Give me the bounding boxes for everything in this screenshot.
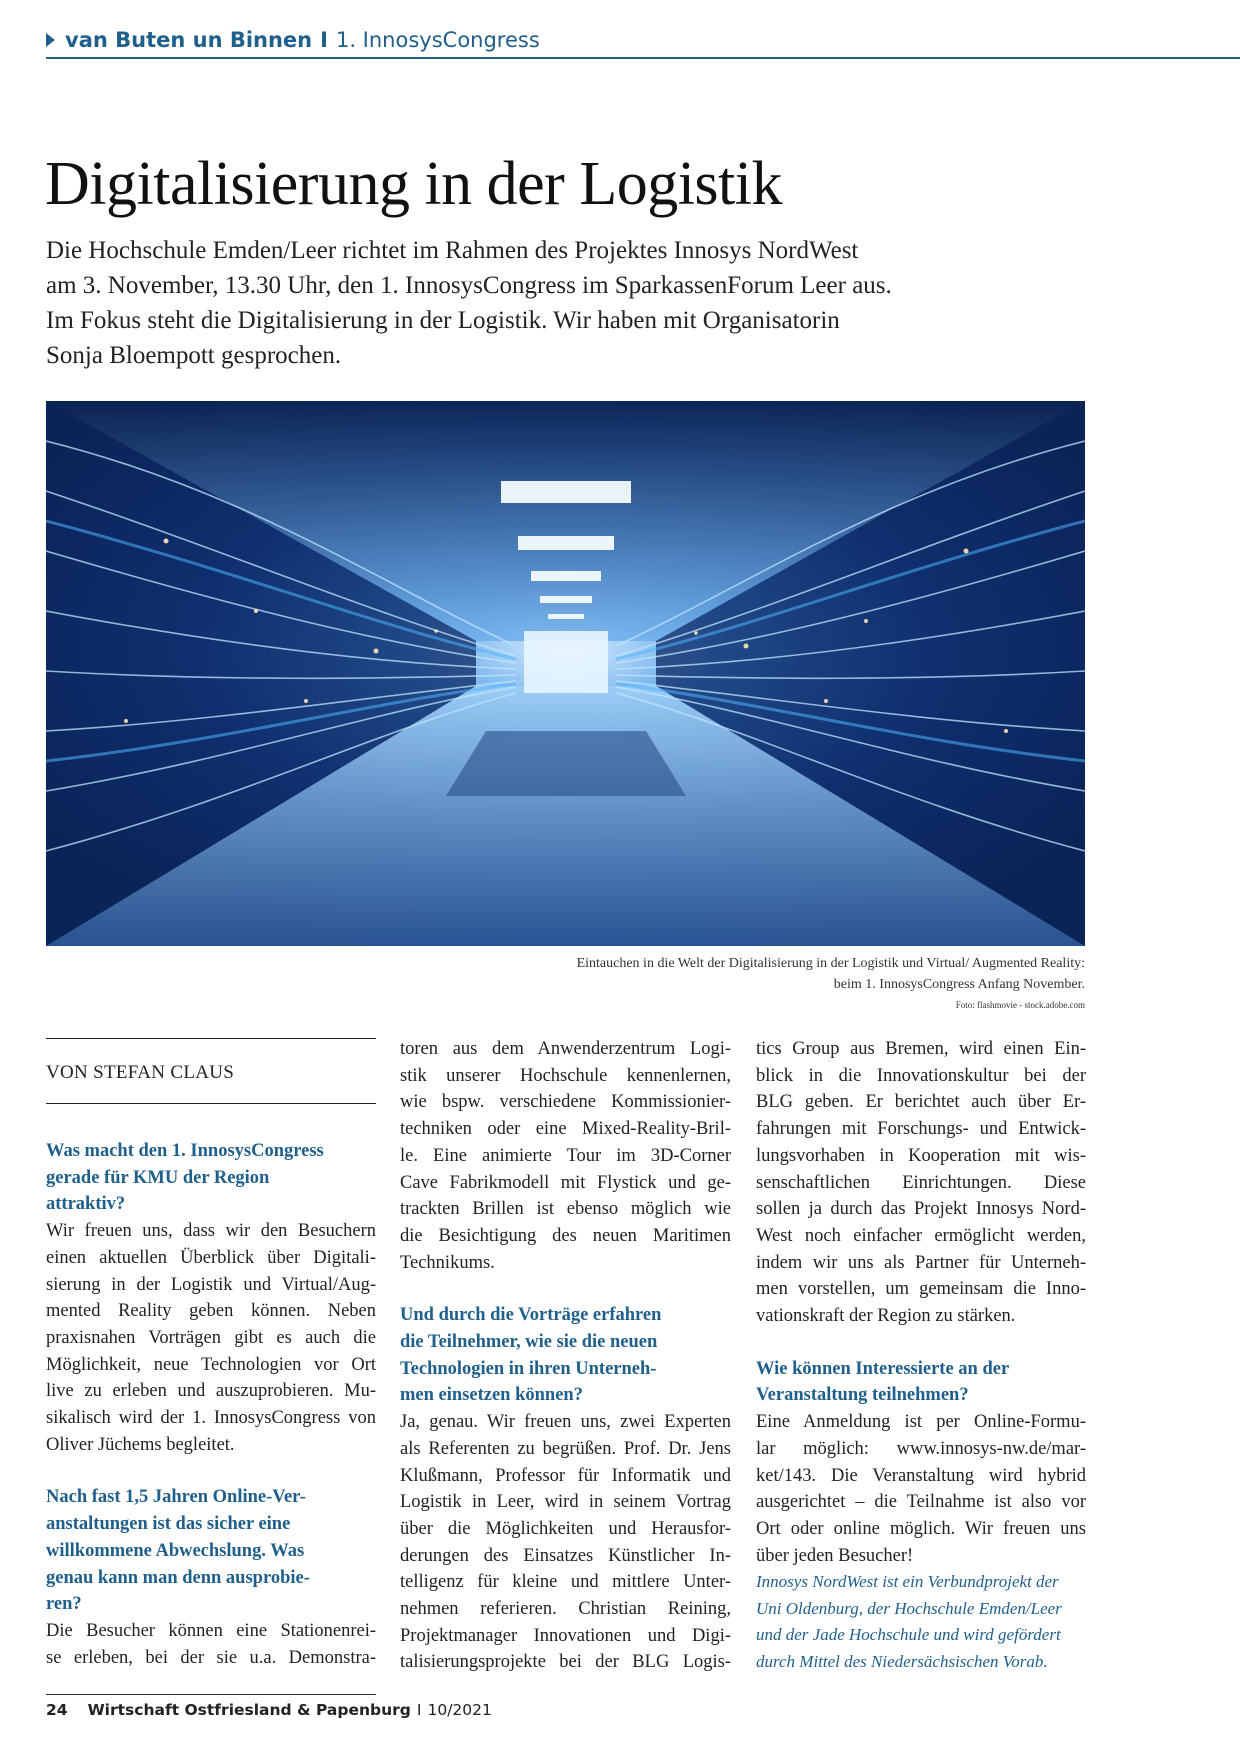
text-line: ket/143. Die Veranstaltung wird hybrid xyxy=(756,1465,1086,1486)
text-line: indem wir uns als Partner für Unterneh- xyxy=(756,1252,1086,1273)
subsection-name: 1. InnosysCongress xyxy=(335,28,540,52)
question-line: Veranstaltung teilnehmen? xyxy=(756,1385,969,1406)
text-line: Projektmanager Innovationen und Digi- xyxy=(400,1625,731,1646)
text-line: West noch einfacher ermöglicht werden, xyxy=(756,1225,1086,1246)
text-line: Eine Anmeldung ist per Online-Formu- xyxy=(756,1412,1086,1433)
question-line: men einsetzen können? xyxy=(400,1385,583,1406)
text-line: nehmen referieren. Christian Reining, xyxy=(400,1599,731,1620)
text-line: sierung in der Logistik und Virtual/Aug- xyxy=(46,1274,376,1295)
answer-paragraph xyxy=(400,1409,731,1676)
text-line: fahrungen mit Forschungs- und Entwick- xyxy=(756,1119,1086,1140)
text-line: Wir freuen uns, dass wir den Besuchern xyxy=(46,1221,376,1242)
question-line: Nach fast 1,5 Jahren Online-Ver- xyxy=(46,1487,306,1508)
text-line: als Referenten zu begrüßen. Prof. Dr. Jens xyxy=(400,1438,731,1459)
text-line: live zu erleben und auszuprobieren. Mu- xyxy=(46,1381,376,1402)
note-line: und der Jade Hochschule und wird gefördert xyxy=(756,1625,1061,1645)
page-number: 24 xyxy=(46,1701,68,1719)
spacer xyxy=(46,1458,376,1484)
text-line: talisierungsprojekte bei der BLG Logis- xyxy=(400,1652,731,1673)
answer-paragraph xyxy=(46,1618,376,1671)
header-rule xyxy=(46,57,1240,59)
publication-name: Wirtschaft Ostfriesland & Papenburg xyxy=(87,1701,411,1719)
answer-paragraph xyxy=(400,1036,731,1276)
text-line: sikalisch wird der 1. InnosysCongress von xyxy=(46,1408,376,1429)
question-line: die Teilnehmer, wie sie die neuen xyxy=(400,1332,658,1353)
rubric-separator: I xyxy=(320,28,328,52)
text-line: lungsvorhaben in Kooperation mit wis- xyxy=(756,1145,1086,1166)
answer-paragraph xyxy=(756,1409,1086,1569)
caption-line: Eintauchen in die Welt der Digitalisierung in der Logistik und Virtual/ Augmented Reality: xyxy=(576,956,1085,971)
note-line: durch Mittel des Niedersächsischen Vorab. xyxy=(756,1651,1048,1671)
text-line: wie bspw. verschiedene Kommissionier- xyxy=(400,1092,731,1113)
question-line: gerade für KMU der Region xyxy=(46,1167,270,1188)
text-line: telligenz für kleine und mittlere Unter- xyxy=(400,1572,731,1593)
text-line: Klußmann, Professor für Informatik und xyxy=(400,1465,731,1486)
photo-credit: Foto: flashmovie - stock.adobe.com xyxy=(955,1000,1085,1010)
text-line: tics Group aus Bremen, wird einen Ein- xyxy=(756,1039,1086,1059)
server-corridor-illustration xyxy=(46,401,1085,946)
text-line: se erleben, bei der sie u.a. Demonstra- xyxy=(46,1647,376,1668)
note-line: Innosys NordWest ist ein Verbundprojekt der xyxy=(756,1572,1059,1592)
text-line: toren aus dem Anwenderzentrum Logi- xyxy=(400,1039,731,1059)
text-line: mented Reality geben können. Neben xyxy=(46,1301,376,1322)
article-column-3 xyxy=(756,1036,1086,1675)
text-line: über die Möglichkeiten und Herausfor- xyxy=(400,1518,731,1539)
byline-top-rule xyxy=(46,1038,376,1039)
triangle-right-icon xyxy=(46,33,55,47)
question-line: willkommene Abwechslung. Was xyxy=(46,1540,305,1561)
article-lead xyxy=(46,233,1086,373)
answer-paragraph xyxy=(756,1036,1086,1330)
text-line: sollen ja durch das Projekt Innosys Nord- xyxy=(756,1199,1086,1220)
article-column-2 xyxy=(400,1036,731,1676)
article-column-1 xyxy=(46,1138,376,1671)
question-line: Was macht den 1. InnosysCongress xyxy=(46,1141,324,1161)
note-line: Uni Oldenburg, der Hochschule Emden/Leer xyxy=(756,1598,1062,1618)
text-line: le. Eine animierte Tour im 3D-Corner xyxy=(400,1145,731,1166)
text-line: Möglichkeit, neue Technologien vor Ort xyxy=(46,1354,376,1375)
spacer xyxy=(400,1276,731,1302)
byline-bottom-rule xyxy=(46,1103,376,1104)
footer-separator: I xyxy=(416,1701,422,1719)
question-line: genau kann man denn ausprobie- xyxy=(46,1567,310,1588)
text-line: vationskraft der Region zu stärken. xyxy=(756,1306,1016,1327)
text-line: men vorstellen, um gemeinsam die Inno- xyxy=(756,1279,1086,1300)
section-rubric xyxy=(46,27,540,53)
text-line: BLG geben. Er berichtet auch über Er- xyxy=(756,1092,1086,1113)
section-name: van Buten un Binnen xyxy=(65,28,313,52)
caption-line xyxy=(577,974,1085,1016)
lead-line: Die Hochschule Emden/Leer richtet im Rahmen des Projektes Innosys NordWest xyxy=(46,237,859,264)
text-line: techniken oder eine Mixed-Reality-Bril- xyxy=(400,1119,731,1140)
question-heading xyxy=(46,1138,376,1218)
question-line: ren? xyxy=(46,1594,82,1615)
answer-paragraph xyxy=(46,1218,376,1458)
question-line: attraktiv? xyxy=(46,1194,126,1215)
issue-number: 10/2021 xyxy=(427,1701,492,1719)
hero-image xyxy=(46,401,1085,946)
image-caption xyxy=(577,953,1085,1016)
text-line: blick in die Innovationskultur bei der xyxy=(756,1065,1086,1086)
question-line: Und durch die Vorträge erfahren xyxy=(400,1305,662,1326)
spacer xyxy=(756,1330,1086,1356)
text-line: praxisnahen Vorträgen gibt es auch die xyxy=(46,1327,376,1348)
text-line: Technikums. xyxy=(400,1252,495,1273)
question-heading xyxy=(46,1484,376,1618)
article-title: Digitalisierung in der Logistik xyxy=(45,150,783,218)
lead-line: Im Fokus steht die Digitalisierung in der Logistik. Wir haben mit Organisatorin xyxy=(46,307,840,334)
text-line: stik unserer Hochschule kennenlernen, xyxy=(400,1065,731,1086)
text-line: Cave Fabrikmodell mit Flystick und ge- xyxy=(400,1172,731,1193)
lead-line: Sonja Bloempott gesprochen. xyxy=(46,342,342,369)
question-line: Wie können Interessierte an der xyxy=(756,1358,1010,1379)
text-line: Ort oder online möglich. Wir freuen uns xyxy=(756,1518,1086,1539)
project-note xyxy=(756,1569,1086,1675)
text-line: lar möglich: www.innosys-nw.de/mar- xyxy=(756,1438,1086,1459)
text-line: trackten Brillen ist ebenso möglich wie xyxy=(400,1199,731,1220)
page-footer xyxy=(46,1701,492,1719)
text-line: derungen des Einsatzes Künstlicher In- xyxy=(400,1545,731,1566)
question-line: anstaltungen ist das sicher eine xyxy=(46,1514,291,1535)
question-heading xyxy=(400,1302,731,1409)
text-line: Logistik in Leer, wird in seinem Vortrag xyxy=(400,1492,731,1513)
text-line: Die Besucher können eine Stationenrei- xyxy=(46,1620,376,1641)
text-line: Ja, genau. Wir freuen uns, zwei Experten xyxy=(400,1412,731,1433)
text-line: senschaftlichen Einrichtungen. Diese xyxy=(756,1172,1086,1193)
question-heading xyxy=(756,1356,1086,1409)
question-line: Technologien in ihren Unterneh- xyxy=(400,1358,657,1379)
footer-rule xyxy=(46,1694,376,1695)
text-line: die Besichtigung des neuen Maritimen xyxy=(400,1225,731,1246)
author-byline: VON STEFAN CLAUS xyxy=(46,1062,235,1083)
caption-text: beim 1. InnosysCongress Anfang November. xyxy=(833,977,1085,992)
text-line: ausgerichtet – die Teilnahme ist also vor xyxy=(756,1492,1086,1513)
lead-line: am 3. November, 13.30 Uhr, den 1. InnosysCongress im SparkassenForum Leer aus. xyxy=(46,272,892,299)
text-line: Oliver Jüchems begleitet. xyxy=(46,1434,235,1455)
text-line: über jeden Besucher! xyxy=(756,1545,914,1566)
text-line: einen aktuellen Überblick über Digitali- xyxy=(46,1247,376,1268)
